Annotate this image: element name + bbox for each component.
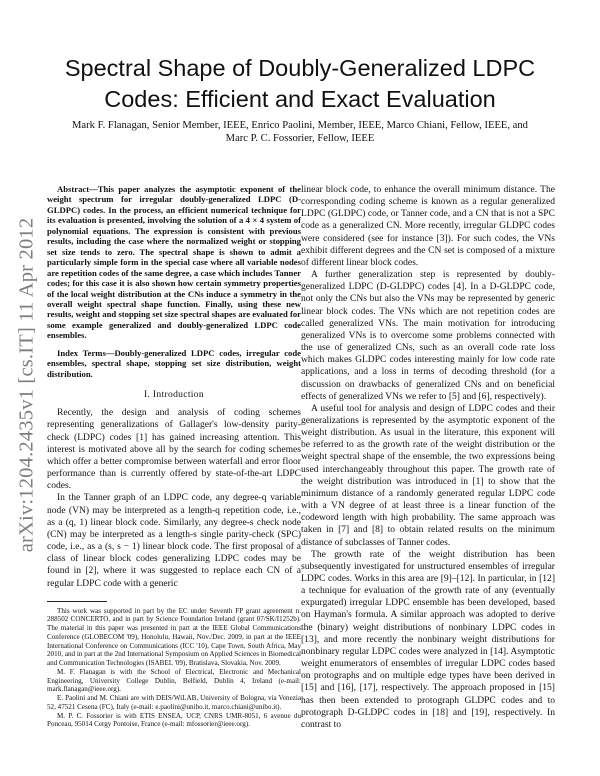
body-paragraph: A further generalization step is represented by doubly-generalized LDPC (D-GLDPC) codes [4]. In a D-GLDPC code, not only the CNs but also the VNs may be represented by generic linear block codes. The VNs which are not repetition codes are called generalized VNs. The main motivation for introducing generalized VNs is to overcome some problems connected with the use of generalized CNs, such as an overall code rate loss which makes GLDPC codes interesting mainly for low code rate applications, and a loss in terms of decoding threshold (for a discussion on drawbacks of generalized CNs and on beneficial effects of generalized VNs we refer to [5] and [6], respectively). [301,269,555,402]
footnote-rule [47,601,107,602]
footnote: E. Paolini and M. Chiani are with DEIS/WiLAB, University of Bologna, via Venezia 52, 47521 Cesena (FC), Italy (e-mail: e.paolini@unibo.it, marco.chiani@unibo.it). [47,694,301,711]
body-paragraph: The growth rate of the weight distribution has been subsequently investigated for unstructured ensembles of irregular LDPC codes. Works in this area are [9]–[12]. In particular, in [12] a technique for evaluation of the growth rate of any (eventually expurgated) irregular LDPC ensemble has been developed, based on Hayman's formula. A similar approach was adopted to derive the (binary) weight distributions of nonbinary LDPC codes in [13], and more recently the nonbinary weight distributions for nonbinary regular LDPC codes were analyzed in [14]. Asymptotic weight enumerators of ensembles of irregular LDPC codes based on protographs and on multiple edge types have been derived in [15] and [16], [17], respectively. The approach proposed in [15] has then been extended to protograph GLDPC codes and to protograph D-GLDPC codes in [18] and [19], respectively. In contrast to [301,548,555,730]
footnotes [47,607,301,730]
right-column [301,184,555,731]
body-paragraph: A useful tool for analysis and design of LDPC codes and their generalizations is represented by the asymptotic exponent of the weight distribution. As usual in the literature, this exponent will be referred to as the growth rate of the weight distribution or the weight spectral shape of the ensemble, the two expressions being used interchangeably throughout this paper. The growth rate of the weight distribution was introduced in [1] to show that the minimum distance of a randomly generated regular LDPC code with a VN degree of at least three is a linear function of the codeword length with high probability. The same approach was taken in [7] and [8] to obtain related results on the minimum distance of subclasses of Tanner codes. [301,402,555,548]
arxiv-stamp [14,190,40,580]
body-paragraph: linear block code, to enhance the overall minimum distance. The corresponding coding scheme is known as a regular generalized LDPC (GLDPC) code, or Tanner code, and a CN that is not a SPC code as a generalized CN. More recently, irregular GLDPC codes were considered (see for instance [3]). For such codes, the VNs exhibit different degrees and the CN set is composed of a mixture of different linear block codes. [301,184,555,268]
index-terms: Index Terms—Doubly-generalized LDPC codes, irregular code ensembles, spectral shape, stopping set size distribution, weight distribution. [47,347,301,379]
paper-title: Spectral Shape of Doubly-Generalized LDPC Codes: Efficient and Exact Evaluation [64,55,536,112]
body-paragraph: Recently, the design and analysis of coding schemes representing generalizations of Gallager's low-density parity-check (LDPC) codes [1] has gained increasing attention. This interest is motivated above all by the search for coding schemes which offer a better compromise between waterfall and error floor performance than is currently offered by state-of-the-art LDPC codes. [47,407,301,492]
author-list: Mark F. Flanagan, Senior Member, IEEE, Enrico Paolini, Member, IEEE, Marco Chiani, Fellow, IEEE, and Marc P. C. Fossorier, Fellow, IEEE [72,120,528,144]
footnote: M. P. C. Fossorier is with ETIS ENSEA, UCP, CNRS UMR-8051, 6 avenue du Ponceau, 95014 Cergy Pontoise, France (e-mail: mfossorier@ieee.org). [47,711,301,729]
abstract: Abstract—This paper analyzes the asymptotic exponent of the weight spectrum for irregular doubly-generalized LDPC (D-GLDPC) codes. In the process, an efficient numerical technique for its evaluation is presented, involving the solution of a 4 × 4 system of polynomial equations. The expression is consistent with previous results, including the case where the normalized weight or stopping set size tends to zero. The spectral shape is shown to admit a particularly simple form in the special case where all variable nodes are repetition codes of the same degree, a case which includes Tanner codes; for this case it is also shown how certain symmetry properties of the local weight distribution at the CNs induce a symmetry in the overall weight spectral shape function. Finally, using these new results, weight and stopping set size spectral shapes are evaluated for some example generalized and doubly-generalized LDPC code ensembles. [47,184,301,341]
left-column [47,184,301,729]
body-paragraph: In the Tanner graph of an LDPC code, any degree-q variable node (VN) may be interpreted as a length-q repetition code, i.e., as a (q, 1) linear block code. Similarly, any degree-s check node (CN) may be interpreted as a length-s single parity-check (SPC) code, i.e., as a (s, s − 1) linear block code. The first proposal of a class of linear block codes generalizing LDPC codes may be found in [2], where it was suggested to replace each CN of a regular LDPC code with a generic [47,492,301,589]
arxiv-stamp-text: arXiv:1204.2435v1 [cs.IT] 11 Apr 2012 [15,217,38,553]
footnote: This work was supported in part by the EC under Seventh FP grant agreement n. 288502 CONCERTO, and in part by Science Foundation Ireland (grant 07/SK/I1252b). The material in this paper was presented in part at the IEEE Global Communications Conference (GLOBECOM '09), Honolulu, Hawaii, Nov./Dec. 2009, in part at the IEEE International Conference on Communications (ICC '10), Cape Town, South Africa, May 2010, and in part at the 2nd International Symposium on Applied Sciences in Biomedical and Communication Technologies (ISABEL '09), Bratislava, Slovakia, Nov. 2009. [47,606,301,668]
section-heading: I. Introduction [144,389,204,401]
footnote: M. F. Flanagan is with the School of Electrical, Electronic and Mechanical Engineering, University College Dublin, Belfield, Dublin 4, Ireland (e-mail: mark.flanagan@ieee.org). [47,667,301,694]
